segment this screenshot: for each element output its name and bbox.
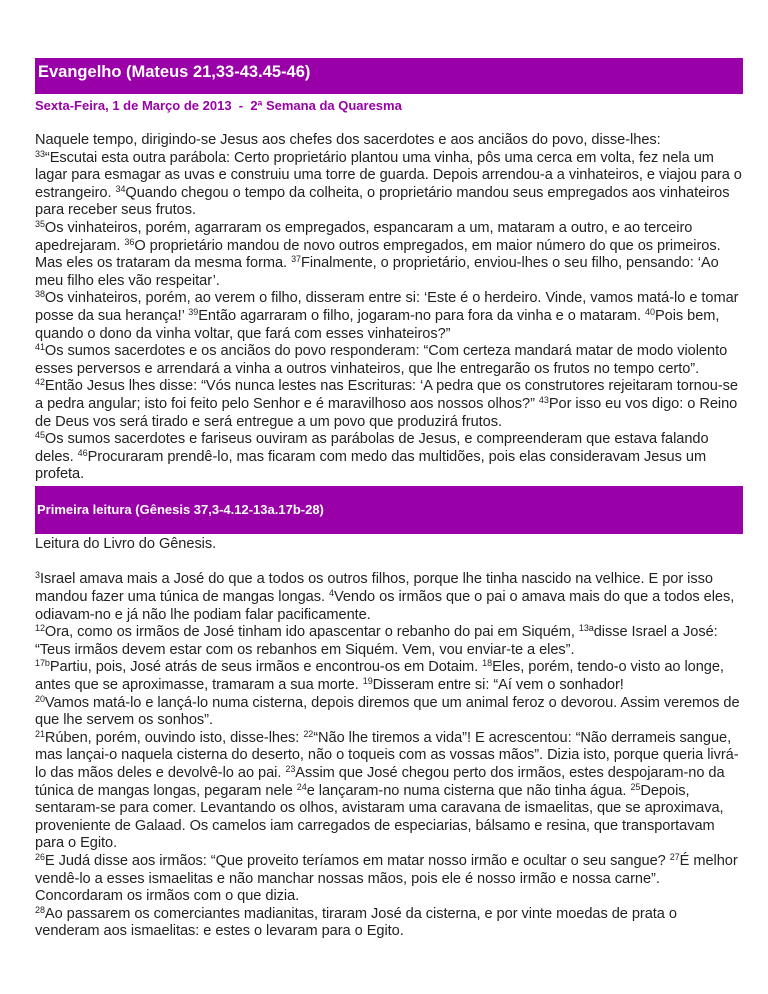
first-reading-text <box>35 571 743 940</box>
verse-text: Por isso eu vos digo: o Reino de Deus vos será tirado e será entregue a um povo que produzirá frutos. <box>35 395 738 430</box>
verse-text: “Escutai esta outra parábola: Certo proprietário plantou uma vinha, pôs uma cerca em volta, fez nela um lagar para esmagar as uvas e construiu uma torre de guarda. Depois arrendou-a a vinhateiros, e viajou para o estrangeiro. <box>35 149 742 201</box>
verse-text: e lançaram-no numa cisterna que não tinha água. <box>306 782 631 799</box>
verse-number: 46 <box>77 447 88 458</box>
gospel-header <box>35 58 743 94</box>
gospel-intro: Naquele tempo, dirigindo-se Jesus aos chefes dos sacerdotes e aos anciãos do povo, disse-lhes: <box>35 132 661 148</box>
verse-text: Os sumos sacerdotes e fariseus ouviram as parábolas de Jesus, e compreenderam que estava falando deles. <box>35 431 709 465</box>
verse-text: É melhor vendê-lo a esses ismaelitas e não manchar nossas mãos, pois ele é nosso irmão e nossa carne”. Concordaram os irmãos com o que dizia. <box>35 852 738 905</box>
verse-number: 18 <box>482 658 493 669</box>
verse-number: 28 <box>35 904 45 915</box>
verse-text: Eles, porém, tendo-o visto ao longe, antes que se aproximasse, tramaram a sua morte. <box>35 659 724 694</box>
verse-text: Assim que José chegou perto dos irmãos, estes despojaram-no da túnica de mangas longas, pegaram nele <box>35 765 725 799</box>
verse-number: 23 <box>285 764 296 774</box>
verse-number: 36 <box>124 236 135 247</box>
document-page <box>35 58 743 941</box>
verse-number: 20 <box>35 693 45 704</box>
verse-number: 25 <box>630 781 641 792</box>
verse-number: 45 <box>35 430 45 441</box>
verse-text: E Judá disse aos irmãos: “Que proveito teríamos em matar nosso irmão e ocultar o seu sangue? <box>44 852 670 869</box>
verse-number: 19 <box>362 676 373 687</box>
gospel-title: Evangelho (Mateus 21,33-43.45-46) <box>38 63 311 81</box>
verse-number: 37 <box>291 254 301 265</box>
verse-number: 43 <box>538 394 549 405</box>
verse-text: “Não lhe tiremos a vida”! E acrescentou: “Não derrameis sangue, mas lançai-o naquela cisterna do deserto, não o toqueis com as vossas mãos”. Dizia isto, porque queria livrá-lo das mãos deles e devolvê-lo ao pai. <box>35 729 739 781</box>
verse-number: 34 <box>115 183 126 194</box>
verse-text: Israel amava mais a José do que a todos os outros filhos, porque lhe tinha nascido na velhice. E por isso mandou fazer uma túnica de mangas longas. <box>35 571 713 606</box>
verse-number: 40 <box>645 306 655 317</box>
verse-text: Vendo os irmãos que o pai o amava mais do que a todos eles, odiavam-no e já não lhe podiam falar pacificamente. <box>35 589 735 623</box>
verse-text: Quando chegou o tempo da colheita, o proprietário mandou seus empregados aos vinhateiros para receber seus frutos. <box>35 184 730 219</box>
first-reading-intro: Leitura do Livro do Gênesis. <box>35 535 217 552</box>
verse-text: Pois bem, quando o dono da vinha voltar, que fará com esses vinhateiros?” <box>35 307 720 342</box>
verse-text: Ora, como os irmãos de José tinham ido apascentar o rebanho do pai em Siquém, <box>44 624 579 641</box>
verse-text: Os vinhateiros, porém, agarraram os empregados, espancaram a um, mataram a outro, e ao terceiro apedrejaram. <box>35 219 693 254</box>
verse-number: 35 <box>35 218 45 229</box>
verse-text: Finalmente, o proprietário, enviou-lhes o seu filho, pensando: ‘Ao meu filho eles vão respeitar’. <box>35 255 719 289</box>
verse-text: O proprietário mandou de novo outros empregados, em maior número do que os primeiros. Mas eles os trataram da mesma forma. <box>35 237 721 272</box>
gospel-text <box>35 132 743 484</box>
verse-number: 24 <box>296 781 307 792</box>
verse-number: 13a <box>578 623 594 634</box>
verse-text: Partiu, pois, José atrás de seus irmãos e encontrou-os em Dotaim. <box>49 659 483 676</box>
verse-number: 41 <box>35 342 45 353</box>
verse-number: 3 <box>35 570 40 581</box>
verse-number: 26 <box>35 851 45 862</box>
verse-number: 22 <box>303 728 314 739</box>
verse-text: Depois, sentaram-se para comer. Levantando os olhos, avistaram uma caravana de ismaelitas, que se aproximava, proveniente de Galaad. Os camelos iam carregados de especiarias, bálsamo e resina, que transportavam para o Egito. <box>35 782 724 852</box>
verse-number: 39 <box>188 306 199 317</box>
verse-text: Os vinhateiros, porém, ao verem o filho, disseram entre si: ‘Este é o herdeiro. Vinde, vamos matá-lo e tomar posse da sua herança!’ <box>35 290 739 324</box>
gospel-subtitle: Sexta-Feira, 1 de Março de 2013 - 2ª Semana da Quaresma <box>35 98 402 113</box>
verse-text: Disseram entre si: “Aí vem o sonhador! <box>372 677 624 694</box>
verse-number: 4 <box>329 588 334 599</box>
first-reading-title: Primeira leitura (Gênesis 37,3-4.12-13a.17b-28) <box>37 502 324 518</box>
verse-number: 38 <box>35 289 45 300</box>
verse-text: Procuraram prendê-lo, mas ficaram com medo das multidões, pois elas consideravam Jesus um profeta. <box>35 448 707 483</box>
verse-text: Rúben, porém, ouvindo isto, disse-lhes: <box>44 729 304 746</box>
verse-text: Os sumos sacerdotes e os anciãos do povo responderam: “Com certeza mandará matar de modo violento esses perversos e arrendará a vinha a outros vinhateiros, que lhe entregarão os frutos no tempo certo”. <box>35 343 728 377</box>
verse-number: 17b <box>35 658 50 669</box>
verse-number: 12 <box>35 623 45 634</box>
verse-text: Então agarraram o filho, jogaram-no para fora da vinha e o mataram. <box>198 307 646 324</box>
verse-number: 42 <box>35 377 45 388</box>
verse-number: 21 <box>35 728 45 739</box>
verse-number: 27 <box>669 851 680 862</box>
verse-text: Então Jesus lhes disse: “Vós nunca lestes nas Escrituras: ‘A pedra que os construtores rejeitaram tornou-se a pedra angular; isto foi feito pelo Senhor e é maravilhoso aos nossos olhos?” <box>35 378 738 412</box>
verse-number: 33 <box>35 148 45 159</box>
verse-text: Vamos matá-lo e lançá-lo numa cisterna, depois diremos que um animal feroz o devorou. Assim veremos de que lhe servem os sonhos”. <box>35 694 740 729</box>
verse-text: disse Israel a José: “Teus irmãos devem estar com os rebanhos em Siquém. Vem, vou enviar-te a eles”. <box>35 624 718 658</box>
verse-text: Ao passarem os comerciantes madianitas, tiraram José da cisterna, e por vinte moedas de prata o venderam aos ismaelitas: e estes o levaram para o Egito. <box>35 905 677 940</box>
first-reading-header <box>35 486 743 534</box>
